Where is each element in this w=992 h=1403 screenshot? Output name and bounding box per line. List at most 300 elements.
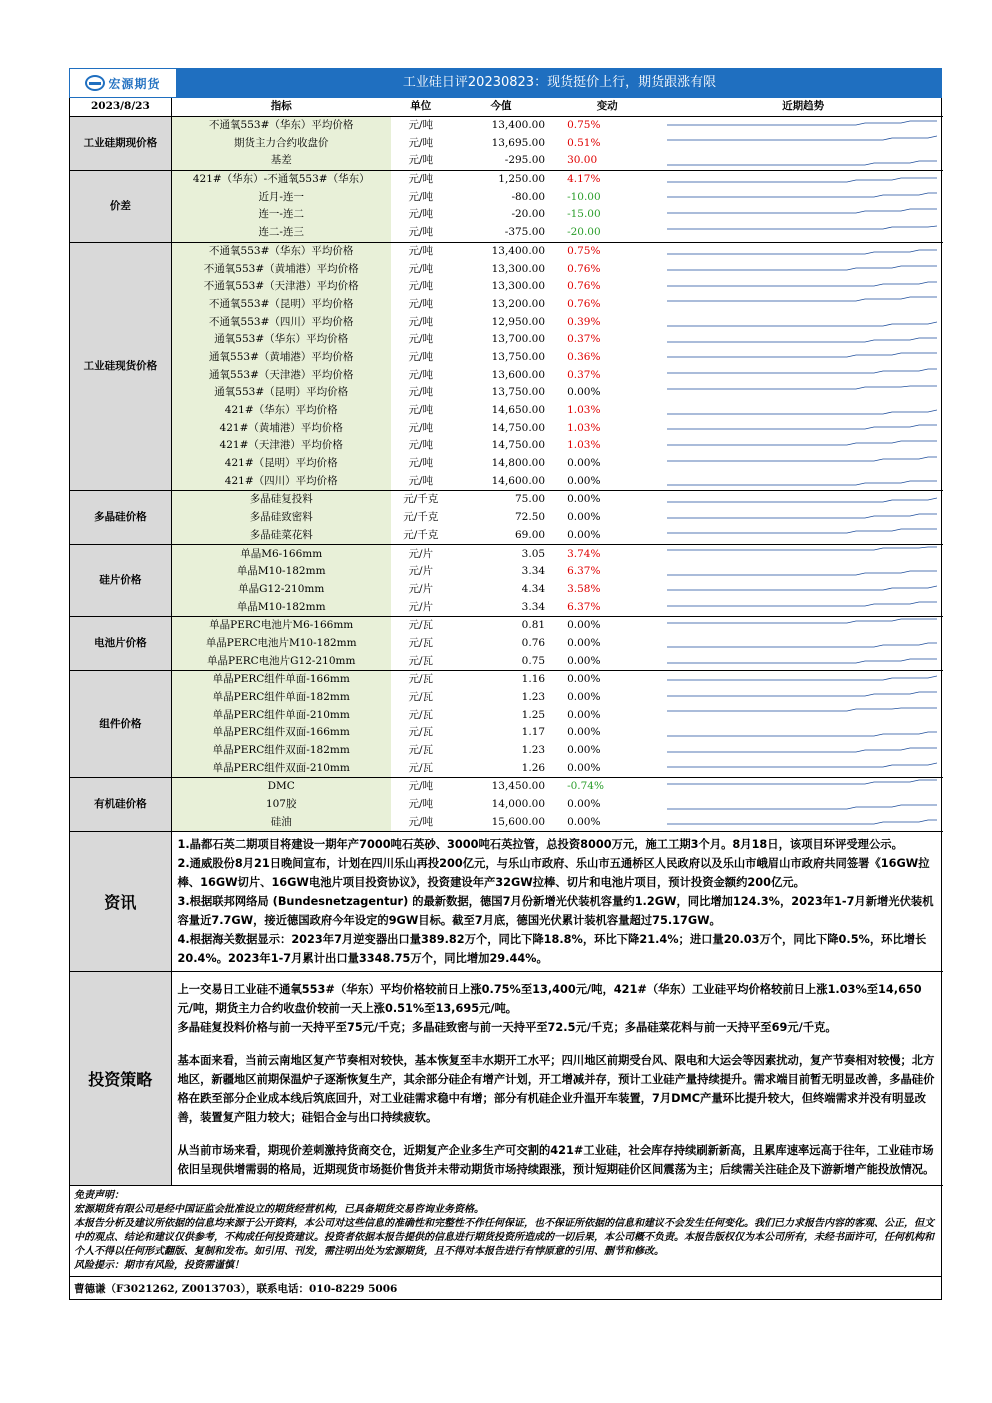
change-cell: 0.00%: [551, 527, 663, 545]
table-row: [70, 472, 943, 490]
table-row: [70, 616, 943, 634]
table-row: [70, 814, 943, 832]
unit-cell: 元/吨: [391, 224, 451, 242]
company-logo: [69, 68, 177, 98]
change-cell: 1.03%: [567, 439, 601, 452]
unit-cell: 元/吨: [408, 333, 434, 346]
indicator-name: 单晶PERC组件单面-166mm: [171, 671, 391, 689]
indicator-name: 107胶: [171, 796, 391, 814]
value-cell: 3.34: [521, 565, 546, 578]
indicator-name: 单晶PERC组件双面-182mm: [171, 742, 391, 760]
unit-cell: 元/千克: [403, 511, 439, 524]
disclaimer: [70, 1186, 941, 1277]
table-row: [70, 134, 943, 152]
unit-cell: 元/千克: [391, 527, 451, 545]
trend-sparkline: [663, 581, 943, 599]
indicator-name: 单晶PERC组件双面-210mm: [171, 759, 391, 777]
table-row: [70, 313, 943, 331]
sparkline-svg: [667, 367, 937, 383]
sparkline-svg: [667, 314, 937, 330]
indicator-name: 421#（昆明）平均价格: [171, 455, 391, 473]
logo-icon: [85, 75, 105, 91]
trend-sparkline: [663, 778, 943, 796]
indicator-name: 421#（华东）-不通氧553#（华东）: [171, 170, 391, 188]
indicator-name: 多晶硅致密料: [171, 509, 391, 527]
table-row: [70, 152, 943, 170]
sparkline-svg: [667, 296, 937, 312]
table-row: [70, 260, 943, 278]
table-header-row: [70, 98, 943, 116]
sparkline-svg: [667, 420, 937, 436]
value-cell: 13,700.00: [491, 333, 546, 346]
unit-cell: 元/吨: [408, 280, 434, 293]
disclaimer-line: 本报告分析及建议所依据的信息均来源于公开资料，本公司对这些信息的准确性和完整性不作任何保证，也不保证所依据的信息和建议不会发生任何变化。我们已力求报告内容的客观、公正，但文中的观点、结论和建议仅供参考，不构成任何投资建议。投资者依据本报告提供的信息进行期货投资所造成的一切后果，本公司概不负责。本报告版权仅为本公司所有，未经书面许可，任何机构和个人不得以任何形式翻版、复制和发布。如引用、刊发，需注明出处为宏源期货，且不得对本报告进行有悖原意的引用、删节和修改。: [74, 1218, 934, 1258]
trend-sparkline: [663, 796, 943, 814]
logo-text: 宏源期货: [108, 76, 161, 91]
indicator-name: 连二-连三: [171, 224, 391, 242]
trend-sparkline: [663, 706, 943, 724]
change-cell: 0.51%: [567, 136, 601, 149]
table-row: [70, 419, 943, 437]
indicator-name: 单晶M10-182mm: [171, 598, 391, 616]
sparkline-svg: [667, 672, 937, 688]
indicator-name: 不通氧553#（昆明）平均价格: [171, 296, 391, 314]
unit-cell: 元/瓦: [408, 726, 434, 739]
trend-sparkline: [663, 278, 943, 296]
change-cell: 0.00%: [567, 708, 601, 721]
table-row: [70, 796, 943, 814]
news-item: 1.晶都石英二期项目将建设一期年产7000吨石英砂、3000吨石英拉管，总投资8000万元，施工工期3个月。8月18日，该项目环评受理公示。: [177, 838, 903, 852]
value-cell: 13,750.00: [491, 350, 546, 363]
value-cell: 1.23: [521, 691, 546, 704]
change-cell: -0.74%: [567, 780, 604, 793]
value-cell: 0.81: [521, 619, 546, 632]
unit-cell: 元/吨: [408, 780, 434, 793]
strategy-paragraph: 上一交易日工业硅不通氧553#（华东）平均价格较前日上涨0.75%至13,400元/吨，421#（华东）工业硅平均价格较前日上涨1.03%至14,650元/吨，期货主力合约收盘价较前一天上涨0.51%至13,695元/吨。: [177, 983, 922, 1016]
unit-cell: 元/吨: [408, 244, 434, 257]
table-row: [70, 349, 943, 367]
trend-sparkline: [663, 491, 943, 509]
sparkline-svg: [667, 118, 937, 134]
table-row: [70, 581, 943, 599]
table-row: [70, 242, 943, 260]
strategy-paragraph: 多晶硅复投料价格与前一天持平至75元/千克；多晶硅致密与前一天持平至72.5元/千克；多晶硅菜花料与前一天持平至69元/千克。: [177, 1021, 837, 1035]
unit-cell: 元/吨: [408, 439, 434, 452]
report-header: [69, 68, 942, 98]
sparkline-svg: [667, 438, 937, 454]
trend-sparkline: [663, 742, 943, 760]
indicator-name: 单晶PERC组件单面-210mm: [171, 706, 391, 724]
value-cell: 1.25: [521, 708, 546, 721]
value-cell: 12,950.00: [491, 315, 546, 328]
change-cell: 0.00%: [567, 511, 601, 524]
change-cell: 1.03%: [567, 404, 601, 417]
unit-cell: 元/瓦: [408, 708, 434, 721]
unit-cell: 元/千克: [403, 493, 439, 506]
col-indicator: 指标: [171, 98, 391, 116]
indicator-name: 不通氧553#（天津港）平均价格: [171, 278, 391, 296]
sparkline-svg: [667, 760, 937, 776]
change-cell: 0.00%: [567, 619, 601, 632]
value-cell: 3.34: [451, 598, 551, 616]
change-cell: 0.00%: [567, 691, 601, 704]
change-cell: 0.00%: [567, 744, 601, 757]
sparkline-svg: [667, 707, 937, 723]
sparkline-svg: [667, 153, 937, 169]
indicator-name: 多晶硅菜花料: [171, 527, 391, 545]
sparkline-svg: [667, 564, 937, 580]
indicator-name: 单晶PERC电池片M6-166mm: [171, 616, 391, 634]
indicator-name: 多晶硅复投料: [171, 491, 391, 509]
change-cell: 0.76%: [567, 280, 601, 293]
indicator-name: DMC: [171, 778, 391, 796]
unit-cell: 元/片: [408, 565, 434, 578]
value-cell: 1.17: [521, 726, 546, 739]
change-cell: 0.37%: [567, 333, 601, 346]
indicator-name: 不通氧553#（华东）平均价格: [171, 242, 391, 260]
indicator-name: 单晶PERC组件双面-166mm: [171, 724, 391, 742]
change-cell: -15.00: [567, 208, 601, 221]
value-cell: 13,300.00: [491, 262, 546, 275]
value-cell: 14,750.00: [491, 439, 546, 452]
unit-cell: 元/吨: [408, 119, 434, 132]
indicator-name: 421#（四川）平均价格: [171, 472, 391, 490]
sparkline-svg: [667, 814, 937, 830]
change-cell: 0.37%: [567, 368, 601, 381]
sparkline-svg: [667, 135, 937, 151]
sparkline-svg: [667, 279, 937, 295]
trend-sparkline: [663, 313, 943, 331]
value-cell: 0.76: [521, 636, 546, 649]
col-trend: 近期趋势: [663, 98, 943, 116]
trend-sparkline: [663, 455, 943, 473]
trend-sparkline: [663, 349, 943, 367]
change-cell: 6.37%: [551, 598, 663, 616]
value-cell: 13,400.00: [491, 244, 546, 257]
sparkline-svg: [667, 225, 937, 241]
unit-cell: 元/吨: [391, 814, 451, 832]
table-row: [70, 384, 943, 402]
sparkline-svg: [667, 207, 937, 223]
indicator-name: 421#（黄埔港）平均价格: [171, 419, 391, 437]
change-cell: 0.36%: [567, 350, 601, 363]
table-row: [70, 652, 943, 670]
change-cell: 30.00: [551, 152, 663, 170]
disclaimer-label: 免责声明：: [74, 1190, 124, 1202]
trend-sparkline: [663, 671, 943, 689]
trend-sparkline: [663, 759, 943, 777]
change-cell: 3.74%: [567, 547, 601, 560]
change-cell: 0.00%: [551, 814, 663, 832]
table-row: [70, 491, 943, 509]
trend-sparkline: [663, 170, 943, 188]
value-cell: 14,600.00: [451, 472, 551, 490]
section-category: 工业硅现货价格: [70, 242, 171, 491]
trend-sparkline: [663, 419, 943, 437]
value-cell: -295.00: [451, 152, 551, 170]
value-cell: 13,600.00: [491, 368, 546, 381]
value-cell: 1,250.00: [498, 173, 546, 186]
trend-sparkline: [663, 689, 943, 707]
sparkline-svg: [667, 599, 937, 615]
report-date: 2023/8/23: [70, 98, 171, 116]
risk-warning: 风险提示：期市有风险，投资需谨慎！: [74, 1260, 244, 1272]
strategy-paragraph: 从当前市场来看，期现价差刺激持货商交仓，近期复产企业多生产可交割的421#工业硅，社会库存持续刷新新高，且累库速率远高于往年，工业硅市场依旧呈现供增需弱的格局，近期现货市场挺价售货并未带动期货市场持续跟涨，预计短期硅价区间震荡为主；后续需关注硅企及下游新增产能投放情况。: [177, 1144, 935, 1177]
value-cell: 13,300.00: [491, 280, 546, 293]
table-row: [70, 671, 943, 689]
sparkline-svg: [667, 385, 937, 401]
sparkline-svg: [667, 618, 937, 634]
news-item: 4.根据海关数据显示：2023年7月逆变器出口量389.82万个，同比下降18.8%，环比下降21.4%；进口量20.03万个，同比下降0.5%，环比增长20.4%。2023年1-7月累计出口量3348.75万个，同比增加29.44%。: [177, 933, 927, 966]
trend-sparkline: [663, 527, 943, 545]
trend-sparkline: [663, 635, 943, 653]
value-cell: 72.50: [515, 511, 546, 524]
unit-cell: 元/片: [391, 598, 451, 616]
sparkline-svg: [667, 546, 937, 562]
news-item: 3.根据联邦网络局 (Bundesnetzagentur) 的最新数据，德国7月份新增光伏装机容量约1.2GW，同比增加124.3%，2023年1-7月新增光伏装机容量近7.7GW，接近德国政府今年设定的9GW目标。截至7月底，德国光伏累计装机容量超过75.17GW。: [177, 895, 934, 928]
sparkline-svg: [667, 653, 937, 669]
indicator-name: 近月-连一: [171, 188, 391, 206]
trend-sparkline: [663, 384, 943, 402]
unit-cell: 元/瓦: [391, 652, 451, 670]
section-category: 硅片价格: [70, 545, 171, 617]
indicator-name: 421#（天津港）平均价格: [171, 437, 391, 455]
table-row: [70, 206, 943, 224]
value-cell: -80.00: [511, 190, 546, 203]
indicator-name: 不通氧553#（华东）平均价格: [171, 116, 391, 134]
trend-sparkline: [663, 134, 943, 152]
change-cell: 4.17%: [567, 173, 601, 186]
indicator-name: 单晶PERC组件单面-182mm: [171, 689, 391, 707]
value-cell: 13,450.00: [491, 780, 546, 793]
indicator-name: 硅油: [171, 814, 391, 832]
trend-sparkline: [663, 509, 943, 527]
table-row: [70, 331, 943, 349]
unit-cell: 元/吨: [408, 798, 434, 811]
change-cell: 0.00%: [567, 457, 601, 470]
change-cell: 0.00%: [567, 386, 601, 399]
trend-sparkline: [663, 472, 943, 490]
table-row: [70, 778, 943, 796]
unit-cell: 元/吨: [391, 152, 451, 170]
indicator-name: 单晶PERC电池片G12-210mm: [171, 652, 391, 670]
indicator-name: 单晶M10-182mm: [171, 563, 391, 581]
indicator-name: 不通氧553#（四川）平均价格: [171, 313, 391, 331]
table-row: [70, 689, 943, 707]
unit-cell: 元/吨: [408, 262, 434, 275]
change-cell: -10.00: [567, 190, 601, 203]
unit-cell: 元/吨: [408, 368, 434, 381]
trend-sparkline: [663, 152, 943, 170]
table-row: [70, 545, 943, 563]
value-cell: 13,750.00: [491, 386, 546, 399]
sparkline-svg: [667, 492, 937, 508]
section-category: 工业硅期现价格: [70, 116, 171, 170]
sparkline-svg: [667, 332, 937, 348]
indicator-name: 单晶G12-210mm: [171, 581, 391, 599]
sparkline-svg: [667, 510, 937, 526]
trend-sparkline: [663, 188, 943, 206]
trend-sparkline: [663, 598, 943, 616]
trend-sparkline: [663, 206, 943, 224]
table-row: [70, 296, 943, 314]
change-cell: 6.37%: [567, 565, 601, 578]
strategy-body: [171, 972, 943, 1186]
section-category: 价差: [70, 170, 171, 242]
change-cell: 0.39%: [567, 315, 601, 328]
col-change: 变动: [551, 98, 663, 116]
sparkline-svg: [667, 189, 937, 205]
value-cell: 75.00: [515, 493, 546, 506]
indicator-name: 通氧553#（华东）平均价格: [171, 331, 391, 349]
unit-cell: 元/吨: [408, 190, 434, 203]
news-body: [171, 832, 943, 972]
indicator-name: 单晶M6-166mm: [171, 545, 391, 563]
trend-sparkline: [663, 545, 943, 563]
unit-cell: 元/吨: [408, 350, 434, 363]
table-row: [70, 598, 943, 616]
sparkline-svg: [667, 797, 937, 813]
table-row: [70, 527, 943, 545]
sparkline-svg: [667, 743, 937, 759]
table-row: [70, 706, 943, 724]
table-row: [70, 724, 943, 742]
change-cell: 0.00%: [567, 798, 601, 811]
indicator-name: 421#（华东）平均价格: [171, 402, 391, 420]
change-cell: 0.76%: [567, 262, 601, 275]
unit-cell: 元/吨: [408, 404, 434, 417]
unit-cell: 元/瓦: [391, 759, 451, 777]
value-cell: 14,650.00: [491, 404, 546, 417]
value-cell: 1.16: [521, 673, 546, 686]
report-page: [69, 68, 942, 1300]
value-cell: 14,800.00: [491, 457, 546, 470]
sparkline-svg: [667, 527, 937, 543]
indicator-name: 基差: [171, 152, 391, 170]
value-cell: 69.00: [451, 527, 551, 545]
trend-sparkline: [663, 224, 943, 242]
section-category: 多晶硅价格: [70, 491, 171, 545]
contact-info: 曹德谦（F3021262, Z0013703），联系电话：010-8229 5006: [70, 1277, 941, 1300]
value-cell: 0.75: [451, 652, 551, 670]
unit-cell: 元/瓦: [408, 619, 434, 632]
change-cell: 0.76%: [567, 297, 601, 310]
change-cell: 0.00%: [551, 472, 663, 490]
indicator-name: 期货主力合约收盘价: [171, 134, 391, 152]
disclaimer-line: 宏源期货有限公司是经中国证监会批准设立的期货经营机构，已具备期货交易咨询业务资格。: [74, 1204, 484, 1216]
strategy-category: 投资策略: [70, 972, 171, 1186]
report-title: 工业硅日评20230823：现货挺价上行，期货跟涨有限: [402, 75, 717, 90]
table-row: [70, 455, 943, 473]
trend-sparkline: [663, 616, 943, 634]
news-category: 资讯: [70, 832, 171, 972]
table-row: [70, 188, 943, 206]
value-cell: 14,750.00: [491, 421, 546, 434]
change-cell: 0.00%: [567, 726, 601, 739]
unit-cell: 元/瓦: [408, 673, 434, 686]
section-category: 有机硅价格: [70, 778, 171, 832]
trend-sparkline: [663, 116, 943, 134]
table-row: [70, 170, 943, 188]
unit-cell: 元/吨: [408, 457, 434, 470]
indicator-name: 通氧553#（昆明）平均价格: [171, 384, 391, 402]
unit-cell: 元/吨: [408, 386, 434, 399]
sparkline-svg: [667, 243, 937, 259]
unit-cell: 元/吨: [391, 472, 451, 490]
value-cell: 15,600.00: [451, 814, 551, 832]
unit-cell: 元/吨: [408, 421, 434, 434]
trend-sparkline: [663, 652, 943, 670]
sparkline-svg: [667, 261, 937, 277]
price-table: [70, 98, 943, 832]
trend-sparkline: [663, 331, 943, 349]
table-row: [70, 742, 943, 760]
col-value: 今值: [451, 98, 551, 116]
change-cell: 0.00%: [567, 636, 601, 649]
value-cell: 3.05: [521, 547, 546, 560]
sparkline-svg: [667, 690, 937, 706]
news-item: 2.通威股份8月21日晚间宣布，计划在四川乐山再投200亿元，与乐山市政府、乐山市五通桥区人民政府以及乐山市峨眉山市政府共同签署《16GW拉棒、16GW切片、16GW电池片项目投资协议》，投资建设年产32GW拉棒、切片和电池片项目，预计投资金额约200亿元。: [177, 857, 930, 890]
strategy-section: [70, 972, 943, 1186]
change-cell: 0.00%: [551, 652, 663, 670]
table-row: [70, 437, 943, 455]
change-cell: 0.75%: [567, 119, 601, 132]
value-cell: 14,000.00: [491, 798, 546, 811]
change-cell: 0.00%: [551, 759, 663, 777]
value-cell: 13,695.00: [491, 136, 546, 149]
sparkline-svg: [667, 456, 937, 472]
unit-cell: 元/吨: [408, 297, 434, 310]
table-row: [70, 116, 943, 134]
trend-sparkline: [663, 724, 943, 742]
value-cell: 4.34: [521, 582, 546, 595]
unit-cell: 元/瓦: [408, 691, 434, 704]
trend-sparkline: [663, 296, 943, 314]
unit-cell: 元/吨: [408, 315, 434, 328]
indicator-name: 通氧553#（天津港）平均价格: [171, 366, 391, 384]
indicator-name: 连一-连二: [171, 206, 391, 224]
unit-cell: 元/吨: [408, 173, 434, 186]
unit-cell: 元/吨: [408, 136, 434, 149]
table-row: [70, 563, 943, 581]
sparkline-svg: [667, 172, 937, 188]
table-row: [70, 635, 943, 653]
change-cell: 0.00%: [567, 493, 601, 506]
trend-sparkline: [663, 437, 943, 455]
indicator-name: 单晶PERC电池片M10-182mm: [171, 635, 391, 653]
trend-sparkline: [663, 242, 943, 260]
unit-cell: 元/吨: [408, 208, 434, 221]
change-cell: 1.03%: [567, 421, 601, 434]
value-cell: 1.26: [451, 759, 551, 777]
unit-cell: 元/片: [408, 547, 434, 560]
change-cell: 0.00%: [567, 673, 601, 686]
table-row: [70, 759, 943, 777]
sparkline-svg: [667, 635, 937, 651]
trend-sparkline: [663, 260, 943, 278]
indicator-name: 通氧553#（黄埔港）平均价格: [171, 349, 391, 367]
table-row: [70, 402, 943, 420]
value-cell: -20.00: [511, 208, 546, 221]
trend-sparkline: [663, 366, 943, 384]
trend-sparkline: [663, 563, 943, 581]
unit-cell: 元/瓦: [408, 636, 434, 649]
sparkline-svg: [667, 403, 937, 419]
indicator-name: 不通氧553#（黄埔港）平均价格: [171, 260, 391, 278]
change-cell: 3.58%: [567, 582, 601, 595]
section-category: 电池片价格: [70, 616, 171, 670]
value-cell: -375.00: [451, 224, 551, 242]
